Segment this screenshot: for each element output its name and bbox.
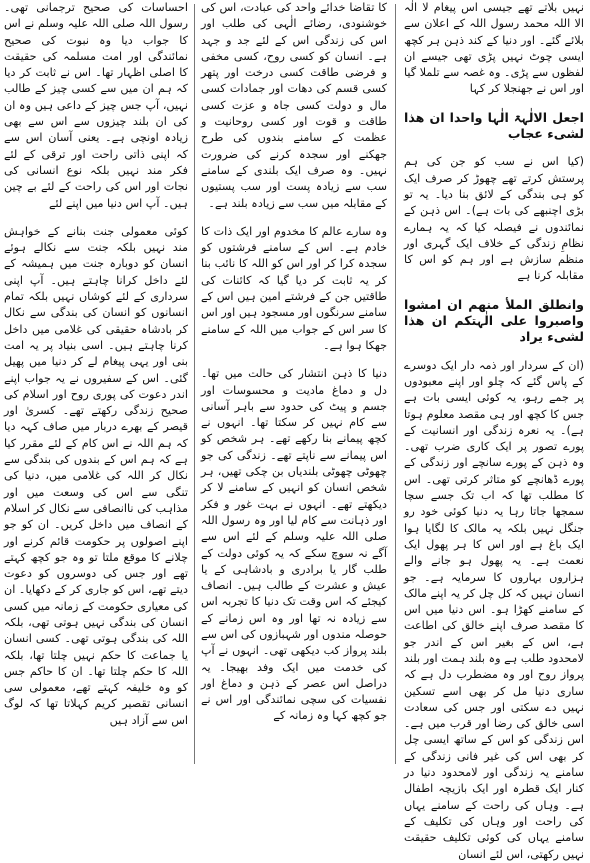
paragraph: وہ سارے عالم کا مخدوم اور ایک ذات کا خادم ہے۔ اس کے سامنے فرشتوں کو سجدہ کرا کر اور اس کو اللہ کا نائب بنا کر یہ ثابت کر دیا گیا کہ کائنات کی طاقتیں جن کے فرشتے امین ہیں اس کے سامنے سرنگوں اور مسجود ہیں اور اس کا سر اس کے جواب میں اللہ کے سامنے جھکا ہوا ہے۔ xyxy=(201,224,387,352)
paragraph: نہیں بلاتے تھے جیسی اس پیغام لا الٰہ الا اللہ محمد رسول اللہ کے اعلان سے بلائے گئے۔ اور دنیا کے کند ذہن ہر کچھ ایسی چوٹ نہیں پڑی تھی جیسے ان لفظوں سے پڑی۔ وہ غصہ سے تلملا گیا اور اس نے جھنجلا کر کہا xyxy=(404,1,584,96)
column-divider xyxy=(395,4,396,764)
column-middle xyxy=(201,0,387,771)
paragraph: کا تقاضا خدائے واحد کی عبادت، اس کی خوشنودی، رضائے الٰہی کی طلب اور اس کی زندگی اس کے لئے جد و جہد ہے۔ انسان کو کسی روح، کسی مخفی و فرضی طاقت کسی درخت اور پتھر کسی قسم کی دھات اور جمادات کسی مال و دولت کسی جاہ و عزت کسی طاقت و قوت اور کسی روحانیت و عظمت کے سامنے بندوں کی طرح جھکنے اور سجدہ کرنے کی ضرورت نہیں۔ وہ صرف ایک بلندی کے سامنے سب سے زیادہ پست اور سب پستیوں کے مقابلہ میں سب سے زیادہ بلند ہے۔ xyxy=(201,1,387,210)
paragraph: احساسات کی صحیح ترجمانی تھی۔ رسول اللہ صلی اللہ علیہ وسلم نے اس کا جواب دیا وہ نبوت کی صحیح نمائندگی اور امت مسلمہ کی حقیقت کا اصلی اظہار تھا۔ اس نے ثابت کر دیا کہ ہم ان میں سے کسی چیز کے طالب نہیں، آپ جس چیز کے داعی ہیں وہ ان کی ان بلند چیزوں سے اس سے بھی زیادہ اونچی ہے۔ یعنی آسان اس سے کہ اپنی ذاتی راحت اور ترقی کے لئے فکر مند نہیں بلکہ نوع انسانی کی نجات اور اس کی راحت کے لئے بے چین ہیں۔ آپ اس دنیا میں اپنے لئے xyxy=(4,1,188,210)
paragraph: (کیا اس نے سب کو جن کی ہم پرستش کرتے تھے چھوڑ کر صرف ایک کو ہی بندگی کے لائق بنا دیا۔ یہ تو بڑی اچنبھے کی بات ہے)۔ اس ذہن کے نمائندوں نے فیصلہ کیا کہ یہ ہمارے نظامِ زندگی کے خلاف ایک گہری اور منظم سازش ہے اور ہم کو اس کا مقابلہ کرنا ہے xyxy=(404,155,584,283)
paragraph: (ان کے سردار اور ذمہ دار ایک دوسرے کے پاس گئے کہ چلو اور اپنے معبودوں پر جمے رہو، یہ کوئی ایسی بات ہے جس کا کچھ اور ہی مقصد معلوم ہوتا ہے)۔ یہ نعرہ زندگی اور انسانیت کے پورے تصور پر ایک کاری ضرب تھی۔ وہ ذہن کے پورے سانچے اور زندگی کے پورے ڈھانچے کو متاثر کرتی تھی۔ اس کا مطلب تھا کہ اب تک جسے سچا سمجھا جاتا رہا یہ دنیا کوئی خود رو جنگل نہیں بلکہ یہ مالک کا لگایا ہوا ایک باغ ہے اور اس کا ہر پھول ایک نعمت ہے۔ یہ پھول ہو جانے والے ہزاروں بہاروں کا سرمایہ ہے۔ جو انسان نہیں کہ کل چل کر یہ اپنے مالک کے سامنے کھڑا ہو۔ اس دنیا میں اس کا مقصد صرف اپنے خالق کی اطاعت ہے، اس کے بغیر اس کے اندر جو لامحدود طلب ہے وہ بلند ہمت اور بلند پرواز روح اور وہ مضطرب دل ہے کہ ساری دنیا مل کر بھی اسے تسکین نہیں دے سکتی اور جس کی سعادت اسی خالق کی رضا اور قرب میں ہے۔ اس زندگی کو اس کے ساتھ ایسی چل کر بھی اس کی غیر فانی زندگی کے سامنے یہ زندگی اور لامحدود دنیا در کنار ایک قطرہ اور ایک بازیچہ اطفال ہے۔ وہاں کی راحت کے سامنے یہاں کی راحت اور وہاں کی تکلیف کے سامنے یہاں کی کوئی تکلیف حقیقت نہیں رکھتی، اس لئے انسان xyxy=(404,358,584,861)
paragraph: کوئی معمولی جنت بنانے کے خواہش مند نہیں بلکہ جنت سے نکالے ہوئے انسان کو دوبارہ جنت میں ہمیشہ کے لئے داخل کرانا چاہتے ہیں۔ آپ اپنی سرداری کے لئے کوشاں نہیں بلکہ تمام انسانوں کو انسان کی بندگی سے نکال کر بادشاہ حقیقی کی غلامی میں داخل کرنا چاہتے ہیں۔ اسی بنیاد پر یہ امت بنی اور یہی پیغام لے کر دنیا میں پھیل گئی۔ اس کے سفیروں نے یہ جواب اپنے اندر دعوت کی پوری روح اور اسلام کی صحیح زندگی رکھتے تھے۔ کسریٰ اور قیصر کے بھرے دربار میں صاف کہہ دیا کہ ہم اللہ نے اس کام کے لئے مقرر کیا ہے کہ ہم اس کے بندوں کی بندگی سے نکال کر اللہ کی غلامی میں، دنیا کی تنگی سے اس کی وسعت میں اور مذاہب کی ناانصافی سے نکال کر اسلام کے انصاف میں داخل کریں۔ ان کو جو اپنے اصولوں پر حکومت قائم کرنے اور چلانے کا موقع ملتا تو وہ جو کچھ کہتے تھے اور جس کی دوسروں کو دعوت دیتے تھے، اس کو جاری کر کے دکھایا۔ ان کی معیاری حکومت کے زمانہ میں کسی انسان کی بندگی نہیں ہوتی تھی، بلکہ اللہ کی بندگی ہوتی تھی۔ کسی انسان یا جماعت کا حکم نہیں چلتا تھا، بلکہ اللہ کا حکم چلتا تھا۔ ان کا حاکم جس کو وہ خلیفہ کہتے تھے، معمولی سی انسانی تقصیر کریم کہلاتا تھا کہ لوگ اس سے آزاد ہیں xyxy=(4,224,188,727)
column-divider xyxy=(194,4,195,764)
paragraph: دنیا کا ذہن انتشار کی حالت میں تھا۔ دل و دماغ مادیت و محسوسات اور جسم و پیٹ کی حدود سے باہر آسانی سے کام نہیں کر سکتا تھا۔ انہوں نے کچھ پیمانے بنا رکھے تھے۔ ہر شخص کو اس پیمانے سے ناپتے تھے۔ زندگی کی جو چھوٹی چھوٹی بلندیاں بن چکی تھیں، ہر شخص انسان کو انہیں کے سامنے لا کر دیکھتے تھے۔ انہوں نے بہت غور و فکر اور ذہانت سے کام لیا اور وہ رسول اللہ صلی اللہ علیہ وسلم کے لئے اس سے آگے نہ سوچ سکے کہ یہ کوئی دولت کے طلب گار یا برادری و بادشاہی کے یا عیش و عشرت کے طالب ہیں۔ انصاف کیجئے کہ اس وقت تک دنیا کا تجربہ اس سے زیادہ نہ تھا اور وہ اس زمانے کے حوصلہ مندوں اور شہبازوں کی اس سے بلند پرواز کب دیکھی تھی۔ انہوں نے آپ کی خدمت میں ایک وفد بھیجا۔ یہ دراصل اس عصر کے ذہن و دماغ اور نفسیات کی سچی نمائندگی اور اس نے جو کچھ کہا وہ زمانہ کے xyxy=(201,367,387,723)
arabic-verse: وانطلق الملأ منھم ان امشوا واصبروا علی الٰہتکم ان ھذا لشیء یراد xyxy=(404,296,584,345)
column-left xyxy=(4,0,188,771)
arabic-verse: اجعل الالٰہۃ الٰہا واحدا ان ھذا لشیء عجاب xyxy=(404,109,584,142)
column-right xyxy=(404,0,584,861)
